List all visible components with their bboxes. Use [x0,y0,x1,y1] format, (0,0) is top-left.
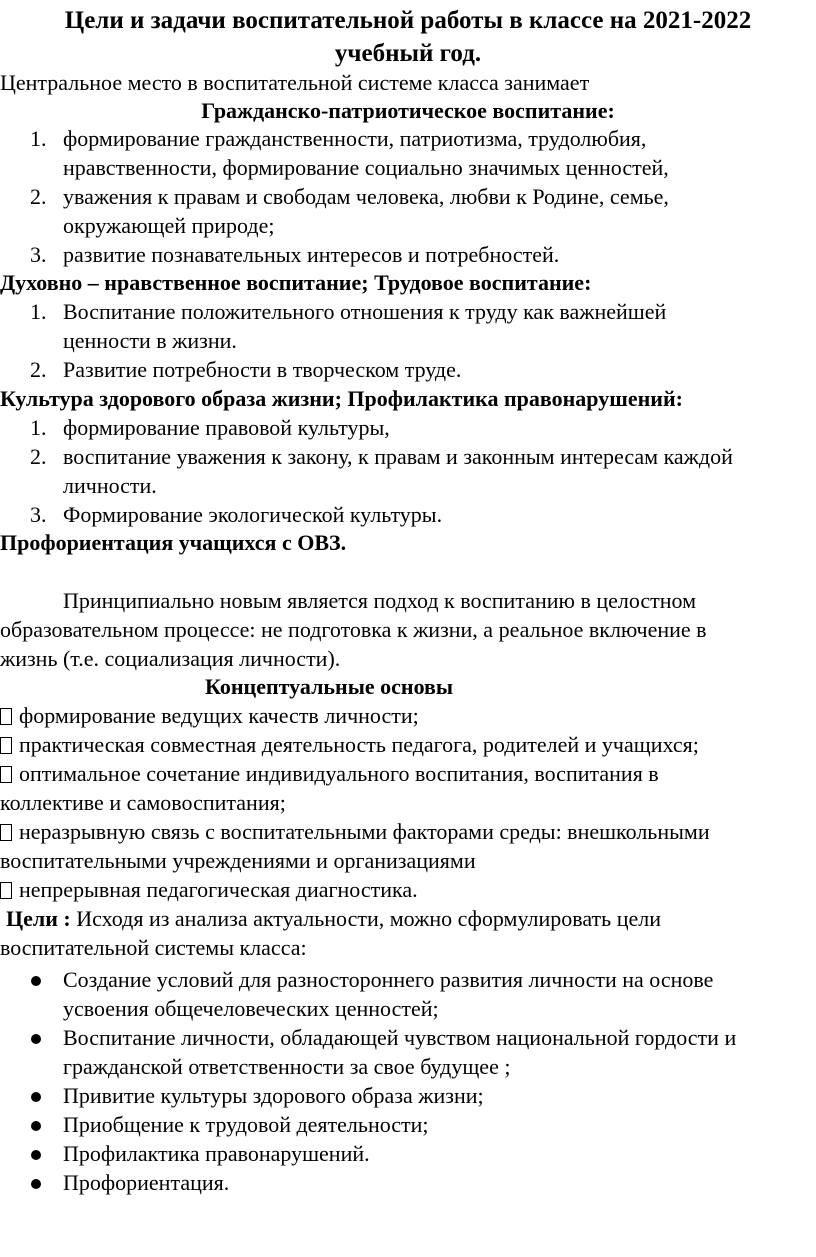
goal-text: усвоения общечеловеческих ценностей; [63,996,439,1021]
goals-label: Цели : [6,906,71,931]
goals-intro-text: воспитательной системы класса: [0,935,307,960]
paragraph-line: жизнь (т.е. социализация личности). [0,646,341,671]
concept-item [0,759,659,788]
goals-intro [6,904,661,933]
goal-text: Создание условий для разностороннего развития личности на основе [63,967,714,992]
list-number: 3. [30,242,47,267]
list-number: 1. [30,299,47,324]
paragraph-line: Принципиально новым является подход к воспитанию в целостном [63,588,697,613]
bullet-icon [31,1092,41,1102]
missing-glyph-icon [0,737,12,754]
missing-glyph-icon [0,882,12,899]
list-number: 1. [30,415,47,440]
missing-glyph-icon [0,708,12,725]
concept-heading: Концептуальные основы [205,674,454,699]
concept-text: неразрывную связь с воспитательными факторами среды: внешкольными [19,819,710,844]
intro-text: Центральное место в воспитательной системе класса занимает [0,70,590,95]
concept-text: коллективе и самовоспитания; [0,790,286,815]
list-item-text: развитие познавательных интересов и потребностей. [63,242,560,267]
list-item-text: Формирование экологической культуры. [63,502,443,527]
list-item-text: нравственности, формирование социально значимых ценностей, [63,155,669,180]
section-heading-civic: Гражданско-патриотическое воспитание: [201,98,615,123]
section-heading-moral: Духовно – нравственное воспитание; Трудовое воспитание: [0,270,592,295]
title-line-2: учебный год. [334,40,482,67]
title-line-1: Цели и задачи воспитательной работы в классе на 2021-2022 [64,7,752,34]
list-item-text: воспитание уважения к закону, к правам и законным интересам каждой [63,444,733,469]
list-item-text: личности. [63,473,157,498]
list-number: 1. [30,126,47,151]
missing-glyph-icon [0,824,12,841]
concept-text: формирование ведущих качеств личности; [19,703,419,728]
list-item-text: уважения к правам и свободам человека, любви к Родине, семье, [63,184,669,209]
concept-item [0,701,419,730]
bullet-icon [31,1121,41,1131]
bullet-icon [31,1034,41,1044]
list-item-text: ценности в жизни. [63,328,237,353]
concept-item [0,875,418,904]
page-title [0,4,816,70]
goal-text: гражданской ответственности за свое будущее ; [63,1054,511,1079]
list-number: 3. [30,502,47,527]
bullet-icon [31,1150,41,1160]
bullet-icon [31,1179,41,1189]
list-item-text: Развитие потребности в творческом труде. [63,357,462,382]
missing-glyph-icon [0,766,12,783]
list-number: 2. [30,184,47,209]
paragraph-line: образовательном процессе: не подготовка к жизни, а реальное включение в [0,617,707,642]
list-number: 2. [30,444,47,469]
list-item-text: формирование правовой культуры, [63,415,390,440]
concept-text: оптимальное сочетание индивидуального воспитания, воспитания в [19,761,659,786]
concept-text: воспитательными учреждениями и организациями [0,848,476,873]
list-item-text: Воспитание положительного отношения к труду как важнейшей [63,299,667,324]
list-number: 2. [30,357,47,382]
section-heading-career: Профориентация учащихся с ОВЗ. [0,530,347,555]
concept-item [0,730,699,759]
list-item-text: формирование гражданственности, патриотизма, трудолюбия, [63,126,647,151]
list-item-text: окружающей природе; [63,213,275,238]
goals-intro-text: Исходя из анализа актуальности, можно сформулировать цели [70,906,661,931]
concept-text: непрерывная педагогическая диагностика. [19,877,418,902]
concept-item [0,817,710,846]
goal-text: Привитие культуры здорового образа жизни; [63,1083,484,1108]
goal-text: Профориентация. [63,1170,230,1195]
goal-text: Приобщение к трудовой деятельности; [63,1112,429,1137]
bullet-icon [31,976,41,986]
section-heading-health: Культура здорового образа жизни; Профилактика правонарушений: [0,386,683,411]
concept-text: практическая совместная деятельность педагога, родителей и учащихся; [19,732,699,757]
goal-text: Воспитание личности, обладающей чувством национальной гордости и [63,1025,737,1050]
goal-text: Профилактика правонарушений. [63,1141,370,1166]
